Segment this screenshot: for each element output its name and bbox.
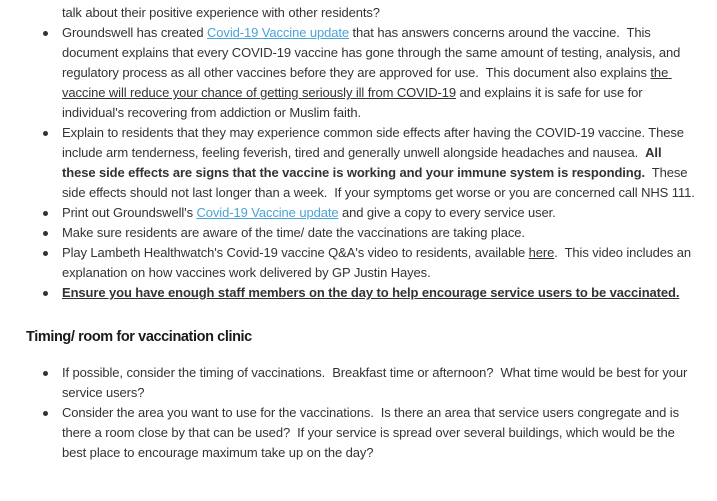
text-run: Groundswell has created bbox=[62, 25, 208, 40]
text-run: Make sure residents are aware of the time/ date the vaccinations are taking place. bbox=[62, 225, 525, 240]
text-run: These side effects should not last longer than a week. If your symptoms get worse or you are concerned call NHS 111. bbox=[62, 165, 695, 200]
here-link[interactable]: here bbox=[528, 245, 555, 260]
text-run: . This video includes an explanation on how vaccines work delivered by GP Justin Hayes. bbox=[62, 245, 695, 280]
text-run: Play Lambeth Healthwatch's Covid-19 vaccine Q&A's video to residents, available bbox=[62, 245, 529, 260]
text-run-bold: All these side effects are signs that the vaccine is working and your immune system is responding. bbox=[62, 145, 665, 180]
section-heading-timing-room: Timing/ room for vaccination clinic bbox=[26, 329, 252, 345]
text-run: Consider the area you want to use for the vaccinations. Is there an area that service users congregate and is there a room close by that can be used? If your service is spread over several buildings, which would be the best place to encourage maximum take up on the day? bbox=[62, 405, 683, 460]
text-run: Explain to residents that they may experience common side effects after having the COVID-19 vaccine. These include arm tenderness, feeling feverish, tired and generally unwell alongside headaches and nausea. bbox=[62, 125, 688, 160]
text-run-underlined: the vaccine will reduce your chance of getting seriously ill from COVID-19 bbox=[62, 65, 672, 100]
covid19-vaccine-update-link[interactable]: Covid-19 Vaccine update bbox=[196, 205, 339, 220]
bullet-item-area-consideration bbox=[26, 403, 697, 463]
bullet-list-vaccine-guidance bbox=[26, 23, 697, 303]
text-run: and explains it is safe for use for individual's recovering from addiction or Muslim faith. bbox=[62, 85, 646, 120]
text-run: and give a copy to every service user. bbox=[338, 205, 556, 220]
bullet-item-groundswell-document bbox=[26, 23, 697, 123]
text-run-bold-underlined: Ensure you have enough staff members on the day to help encourage service users to be vaccinated. bbox=[62, 285, 680, 300]
bullet-item-side-effects bbox=[26, 123, 697, 203]
covid19-vaccine-update-link[interactable]: Covid-19 Vaccine update bbox=[207, 25, 350, 40]
text-run: that has answers concerns around the vaccine. This document explains that every COVID-19 vaccine has gone through the same amount of testing, analysis, and regulatory process as all other vaccines before they are approved for use. This document also explains bbox=[62, 25, 684, 80]
bullet-item-time-date-awareness bbox=[26, 223, 697, 243]
bullet-item-print-out bbox=[26, 203, 697, 223]
text-run: If possible, consider the timing of vaccinations. Breakfast time or afternoon? What time would be best for your service users? bbox=[62, 365, 691, 400]
paragraph-continuation: talk about their positive experience with other residents? bbox=[62, 5, 380, 20]
bullet-item-timing-of-vaccinations bbox=[26, 363, 697, 403]
bullet-item-staff-members bbox=[26, 283, 697, 303]
bullet-list-timing-room bbox=[26, 363, 697, 463]
bullet-item-play-video bbox=[26, 243, 697, 283]
text-run: Print out Groundswell's bbox=[62, 205, 197, 220]
